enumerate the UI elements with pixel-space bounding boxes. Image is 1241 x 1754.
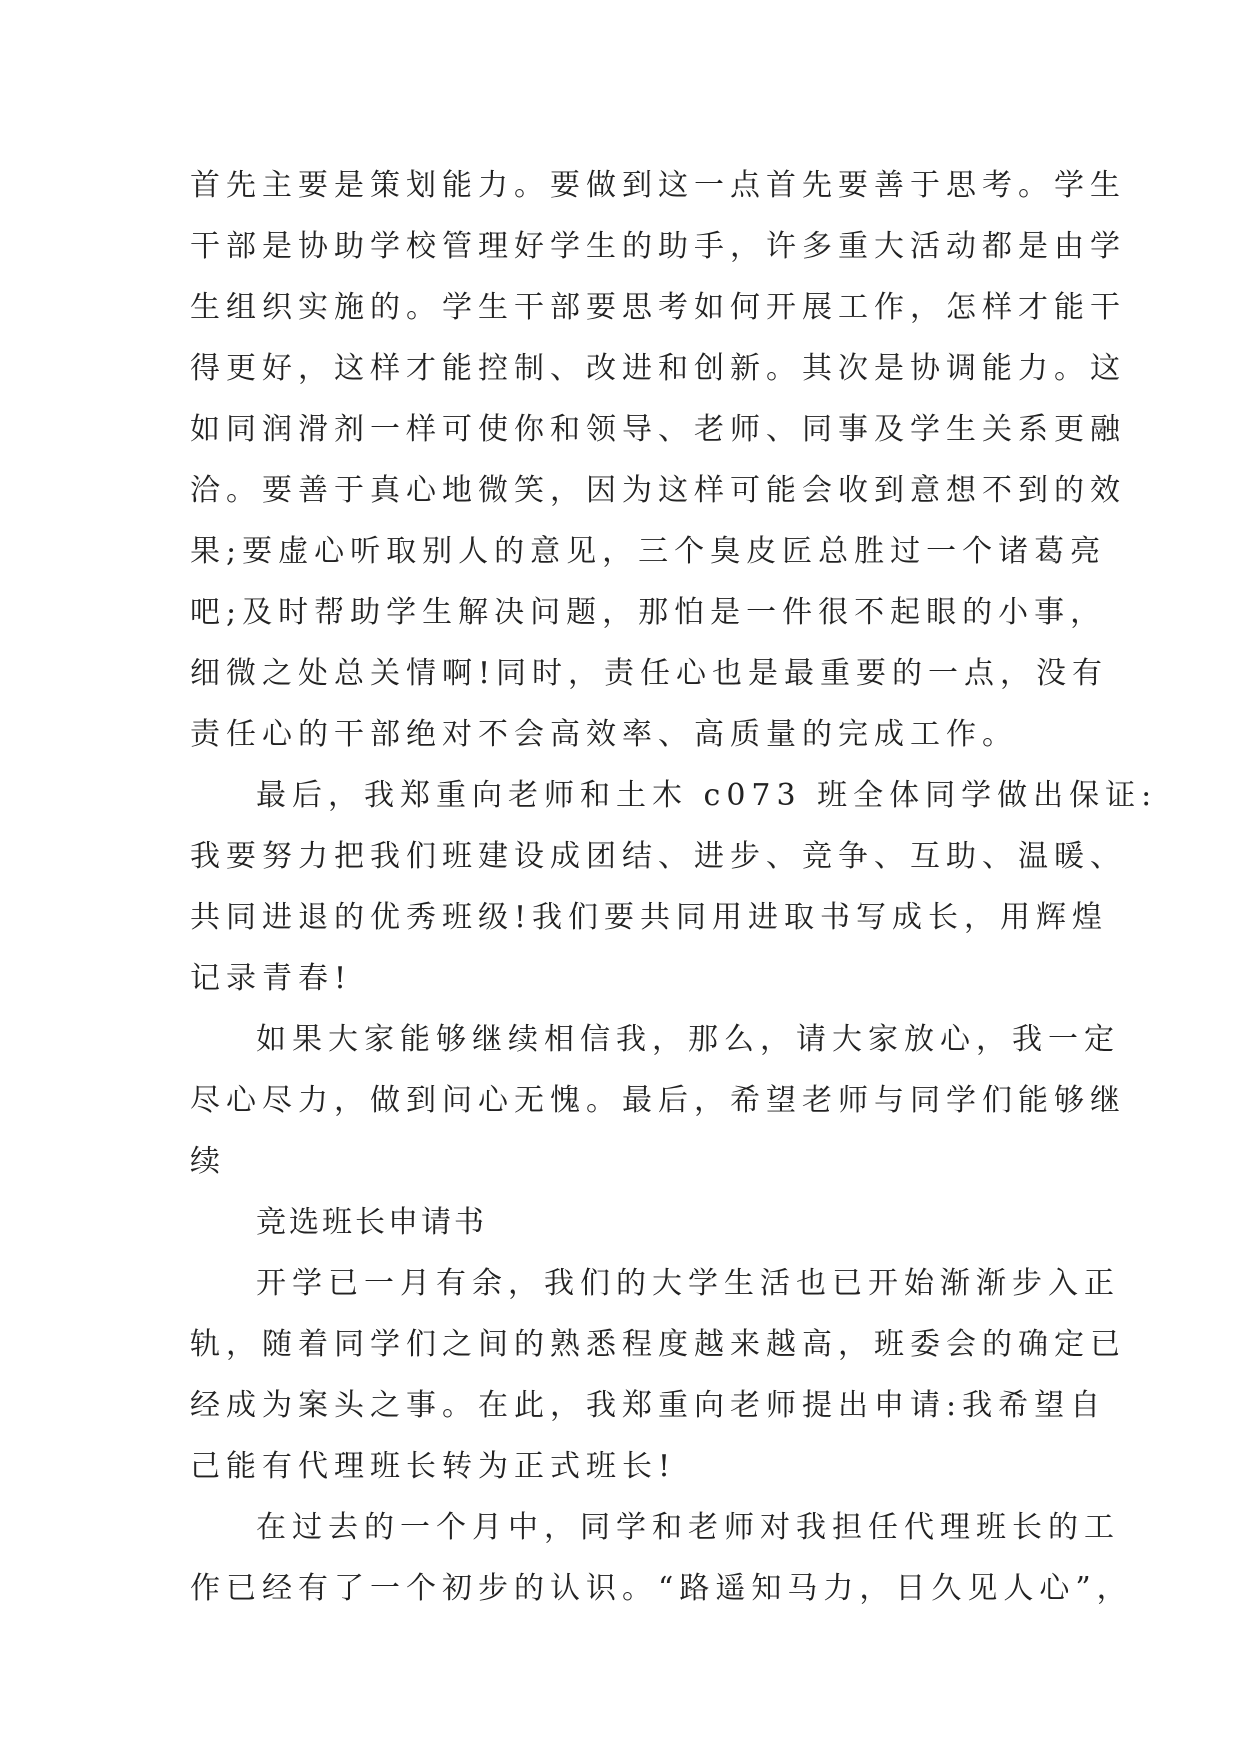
text-line: 经成为案头之事。在此，我郑重向老师提出申请:我希望自 [190,1388,1107,1423]
text-line: 细微之处总关情啊!同时，责任心也是最重要的一点，没有 [190,656,1109,691]
text-line: 共同进退的优秀班级!我们要共同用进取书写成长，用辉煌 [190,900,1109,935]
text-line: 干部是协助学校管理好学生的助手，许多重大活动都是由学 [190,229,1126,264]
text-line: 轨，随着同学们之间的熟悉程度越来越高，班委会的确定已 [190,1327,1126,1362]
text-line: 续 [190,1144,226,1179]
section-title: 竞选班长申请书 [256,1205,487,1240]
paragraph-start-line: 最后，我郑重向老师和土木 c073 班全体同学做出保证: [256,778,1158,813]
text-line: 责任心的干部绝对不会高效率、高质量的完成工作。 [190,717,1018,752]
text-line: 首先主要是策划能力。要做到这一点首先要善于思考。学生 [190,168,1126,203]
document-body [190,155,1158,1619]
paragraph-start-line: 开学已一月有余，我们的大学生活也已开始渐渐步入正 [256,1266,1120,1301]
text-line: 我要努力把我们班建设成团结、进步、竞争、互助、温暖、 [190,839,1126,874]
text-line: 如同润滑剂一样可使你和领导、老师、同事及学生关系更融 [190,412,1126,447]
text-line: 吧;及时帮助学生解决问题，那怕是一件很不起眼的小事， [190,595,1107,630]
text-line: 记录青春! [190,961,353,996]
paragraph-start-line: 在过去的一个月中，同学和老师对我担任代理班长的工 [256,1510,1120,1545]
paragraph-start-line: 如果大家能够继续相信我，那么，请大家放心，我一定 [256,1022,1120,1057]
text-line: 作已经有了一个初步的认识。“路遥知马力，日久见人心”， [190,1571,1133,1606]
text-line: 生组织实施的。学生干部要思考如何开展工作，怎样才能干 [190,290,1126,325]
text-line: 己能有代理班长转为正式班长! [190,1449,677,1484]
text-line: 果;要虚心听取别人的意见，三个臭皮匠总胜过一个诸葛亮 [190,534,1107,569]
text-line: 尽心尽力，做到问心无愧。最后，希望老师与同学们能够继 [190,1083,1126,1118]
text-line: 得更好，这样才能控制、改进和创新。其次是协调能力。这 [190,351,1126,386]
text-line: 洽。要善于真心地微笑，因为这样可能会收到意想不到的效 [190,473,1126,508]
